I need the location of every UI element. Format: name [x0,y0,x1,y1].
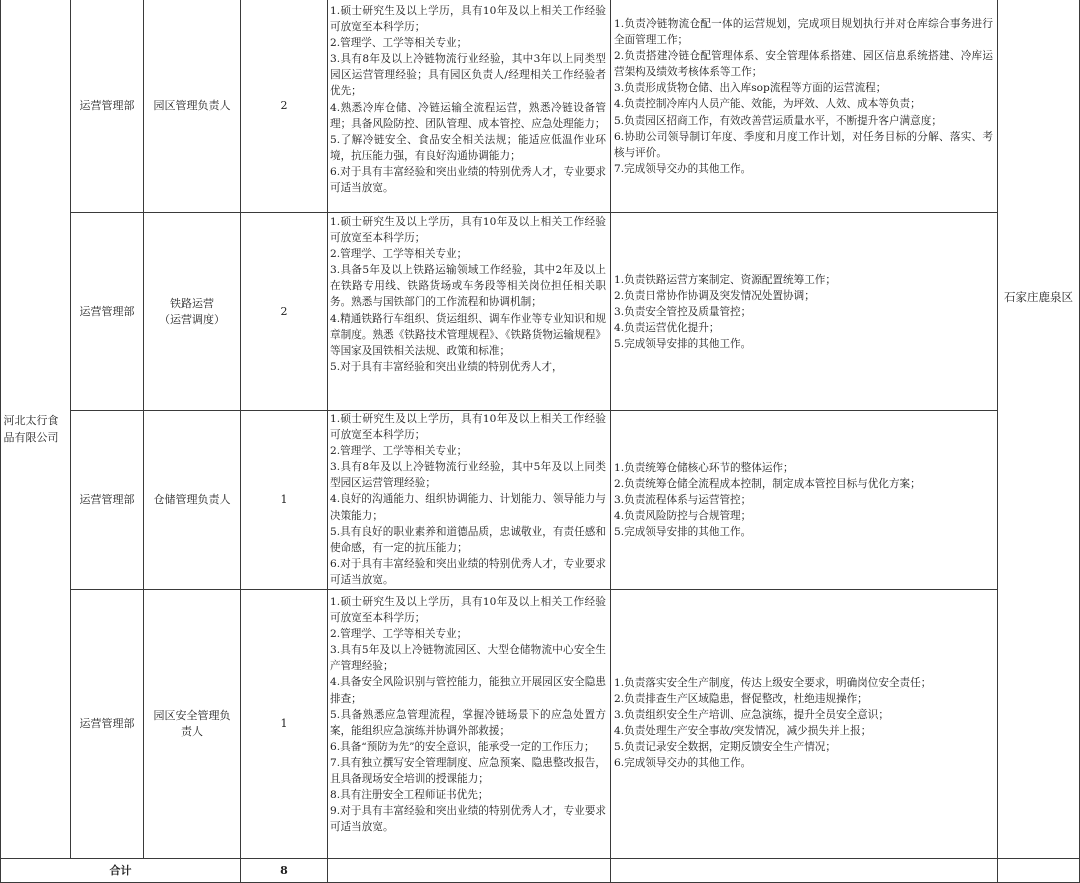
headcount-cell [241,0,327,212]
requirement-item: 4.精通铁路行车组织、货运组织、调车作业等专业知识和规章制度。熟悉《铁路技术管理规程》、《铁路货物运输规程》等国家及国铁相关法规、政策和标准； [330,312,606,357]
headcount: 2 [280,99,288,112]
requirement-item: 1.硕士研究生及以上学历，具有10年及以上相关工作经验可放宽至本科学历； [330,216,606,245]
duty-item: 6.协助公司领导制订年度、季度和月度工作计划，对任务目标的分解、落实、考核与评价。 [614,130,993,159]
position-cell [144,213,240,410]
total-label: 合计 [109,863,132,877]
position-cell [144,0,240,212]
total-label-cell [1,859,240,882]
duty-item: 2.负责排查生产区域隐患，督促整改，杜绝违规操作； [614,693,868,706]
headcount: 2 [280,304,288,318]
requirement-item: 3.具有5年及以上冷链物流园区、大型仓储物流中心安全生产管理经验； [330,644,606,673]
duty-item: 4.负责处理生产安全事故/突发情况，减少损失并上报； [614,725,872,738]
requirement-item: 1.硕士研究生及以上学历，具有10年及以上相关工作经验可放宽至本科学历； [330,5,606,34]
position-cell [144,590,240,858]
company-cell [1,0,70,858]
requirement-item: 5.具备熟悉应急管理流程，掌握冷链场景下的应急处置方案，能组织应急演练并协调外部救援； [330,708,606,737]
duty-item: 1.负责落实安全生产制度，传达上级安全要求，明确岗位安全责任； [614,677,932,689]
duty-item: 4.负责控制冷库内人员产能、效能，为坪效、人效、成本等负责； [614,98,921,111]
department-name: 运营管理部 [79,99,135,112]
duty-item: 7.完成领导交办的其他工作。 [614,162,752,175]
requirement-item: 2.管理学、工学等相关专业； [330,628,468,641]
position-title: 仓储管理负责人 [153,493,231,506]
requirement-item: 5.了解冷链安全、食品安全相关法规；能适应低温作业环境，抗压能力强，有良好沟通协调能力； [330,133,606,162]
duties-cell [614,272,993,362]
total-value: 8 [280,863,288,877]
department-name: 运营管理部 [79,493,135,506]
requirement-item: 3.具有8年及以上冷链物流行业经验，其中3年以上同类型园区运营管理经验；具有园区负责人/经理相关工作经验者优先； [330,53,606,98]
duties-cell [614,675,993,785]
duty-item: 2.负责搭建冷链仓配管理体系、安全管理体系搭建、园区信息系统搭建、冷库运营架构及绩效考核体系等工作； [614,50,993,79]
headcount: 1 [280,717,288,730]
position-title: 铁路运营 （运营调度） [159,296,225,326]
headcount-cell [241,590,327,858]
location-cell [998,0,1079,594]
requirement-item: 2.管理学、工学等相关专业； [330,248,468,261]
requirement-item: 6.具备“预防为先”的安全意识，能承受一定的工作压力； [330,740,595,753]
duty-item: 1.负责统筹仓储核心环节的整体运作； [614,462,794,474]
position-title: 园区管理负责人 [153,99,231,112]
requirements-cell [330,594,606,857]
requirement-item: 4.具备安全风险识别与管控能力，能独立开展园区安全隐患排查； [330,676,606,705]
duty-item: 5.负责园区招商工作，有效改善营运质量水平，不断提升客户满意度； [614,114,942,127]
department-name: 运营管理部 [79,304,135,318]
department-cell [71,590,143,858]
work-location: 石家庄鹿泉区 [1004,290,1073,304]
duty-item: 1.负责冷链物流仓配一体的运营规划，完成项目规划执行并对仓库综合事务进行全面管理工作； [614,18,993,47]
duties-cell [614,16,993,206]
requirement-item: 4.良好的沟通能力、组织协调能力、计划能力、领导能力与决策能力； [330,493,606,522]
headcount-cell [241,411,327,589]
grid-line [610,0,611,883]
requirement-item: 1.硕士研究生及以上学历，具有10年及以上相关工作经验可放宽至本科学历； [330,413,606,442]
duty-item: 2.负责日常协作协调及突发情况处置协调； [614,290,815,303]
requirement-item: 8.具有注册安全工程师证书优先； [330,789,489,802]
duty-item: 3.负责形成货物仓储、出入库sop流程等方面的运营流程； [614,82,887,95]
requirement-item: 6.对于具有丰富经验和突出业绩的特别优秀人才，专业要求可适当放宽。 [330,165,606,195]
requirement-item: 6.对于具有丰富经验和突出业绩的特别优秀人才，专业要求可适当放宽。 [330,557,606,586]
requirement-item: 9.对于具有丰富经验和突出业绩的特别优秀人才，专业要求可适当放宽。 [330,805,606,834]
requirements-cell [330,411,606,588]
position-title: 园区安全管理负 责人 [153,709,231,738]
requirement-item: 1.硕士研究生及以上学历，具有10年及以上相关工作经验可放宽至本科学历； [330,596,606,625]
requirement-item: 4.熟悉冷库仓储、冷链运输全流程运营，熟悉冷链设备管理；具备风险防控、团队管理、成本管控、应急处理能力； [330,101,606,130]
requirement-item: 5.具有良好的职业素养和道德品质，忠诚敬业，有责任感和使命感，有一定的抗压能力； [330,525,606,554]
total-value-cell [241,859,327,882]
requirement-item: 2.管理学、工学等相关专业； [330,37,468,50]
duties-cell [614,460,993,550]
duty-item: 5.完成领导安排的其他工作。 [614,526,752,539]
department-name: 运营管理部 [79,717,135,730]
requirement-item: 2.管理学、工学等相关专业； [330,445,468,458]
requirement-item: 5.对于具有丰富经验和突出业绩的特别优秀人才， [330,360,563,373]
department-cell [71,0,143,212]
position-cell [144,411,240,589]
company-name: 河北太行食品有限公司 [3,414,59,444]
headcount: 1 [280,493,288,506]
duty-item: 3.负责安全管控及质量管控； [614,306,752,319]
department-cell [71,411,143,589]
duty-item: 5.负责记录安全数据，定期反馈安全生产情况； [614,741,836,754]
requirement-item: 7.具有独立撰写安全管理制度、应急预案、隐患整改报告，且具备现场安全培训的授课能力； [330,756,606,786]
requirements-cell [330,3,606,211]
duty-item: 5.完成领导安排的其他工作。 [614,338,752,351]
duty-item: 6.完成领导交办的其他工作。 [614,757,752,770]
duty-item: 2.负责统筹仓储全流程成本控制，制定成本管控目标与优化方案； [614,478,921,491]
requirement-item: 3.具有8年及以上冷链物流行业经验，其中5年及以上同类型园区运营管理经验； [330,461,606,490]
duty-item: 4.负责风险防控与合规管理； [614,510,752,523]
duty-item: 1.负责铁路运营方案制定、资源配置统筹工作； [614,274,836,286]
duty-item: 4.负责运营优化提升； [614,322,720,335]
grid-line [327,0,328,883]
duty-item: 3.负责流程体系与运营管控； [614,494,752,507]
requirements-cell [330,214,606,409]
duty-item: 3.负责组织安全生产培训、应急演练，提升全员安全意识； [614,709,889,722]
headcount-cell [241,213,327,410]
requirement-item: 3.具备5年及以上铁路运输领域工作经验，其中2年及以上在铁路专用线、铁路货场或车务段等相关岗位担任相关职务。熟悉与国铁部门的工作流程和协调机制； [330,264,606,309]
department-cell [71,213,143,410]
